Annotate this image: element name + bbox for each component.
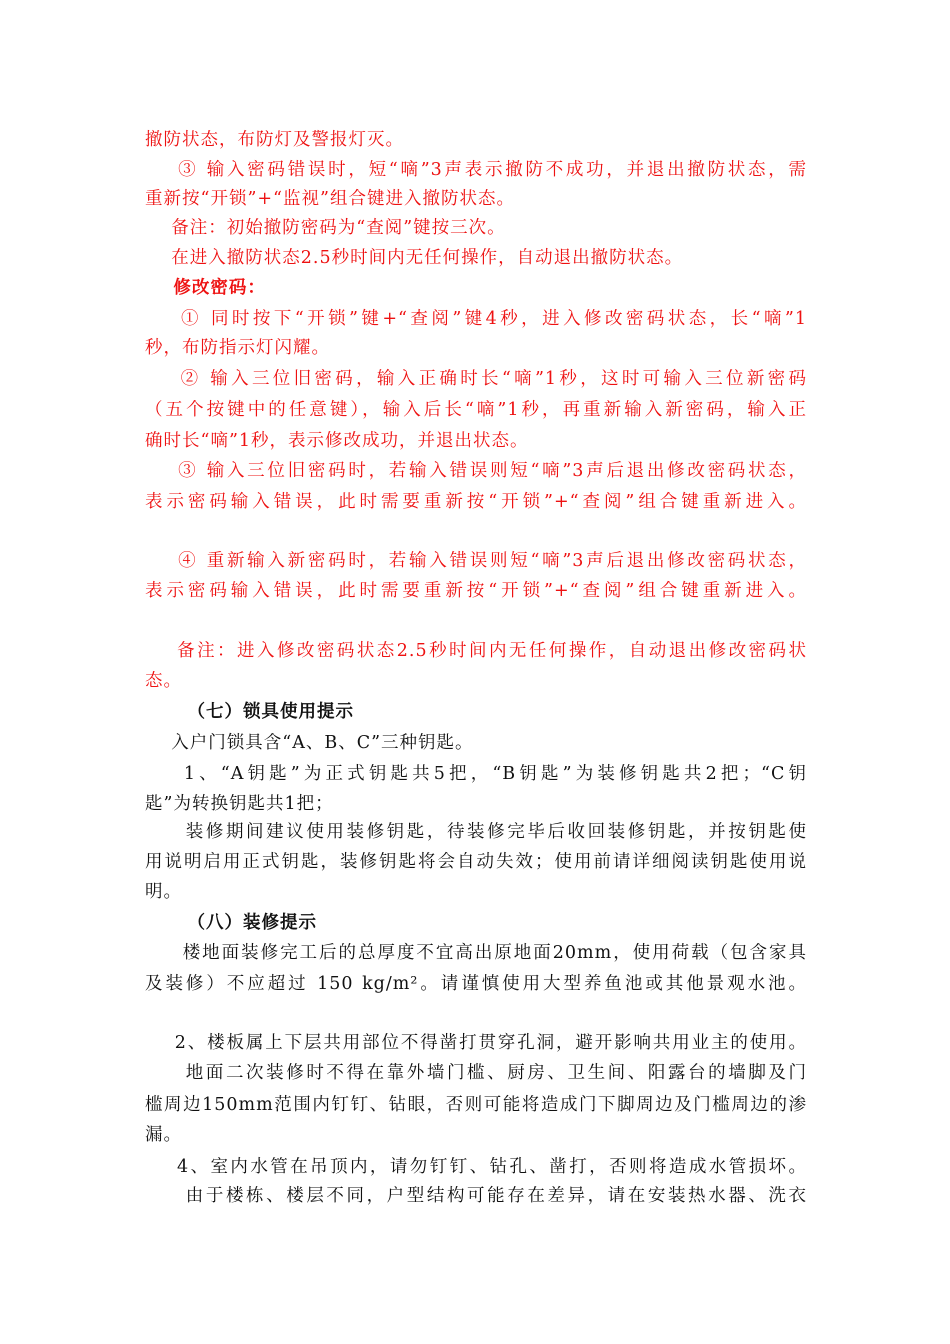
section-heading: 修改密码：: [145, 278, 266, 298]
text-line: 由于楼栋、楼层不同，户型结构可能存在差异，请在安装热水器、洗衣: [145, 1186, 807, 1206]
section-heading: （七）锁具使用提示: [145, 702, 355, 722]
text-line: 表示密码输入错误，此时需要重新按“开锁”+“查阅”组合键重新进入。: [145, 581, 807, 601]
text-line: 撤防状态，布防灯及警报灯灭。: [145, 130, 404, 150]
text-line: 2、楼板属上下层共用部位不得凿打贯穿孔洞，避开影响共用业主的使用。: [145, 1033, 807, 1053]
text-line: 槛周边150mm范围内钉钉、钻眼，否则可能将造成门下脚周边及门槛周边的渗: [145, 1095, 807, 1115]
text-line: 秒，布防指示灯闪耀。: [145, 338, 330, 358]
text-line: 备注：进入修改密码状态2.5秒时间内无任何操作，自动退出修改密码状: [145, 641, 807, 661]
text-line: 楼地面装修完工后的总厚度不宜高出原地面20mm，使用荷载（包含家具: [145, 943, 807, 963]
text-line: 态。: [145, 671, 182, 691]
text-line: 明。: [145, 882, 182, 902]
text-line: ② 输入三位旧密码，输入正确时长“嘀”1秒，这时可输入三位新密码: [145, 369, 807, 389]
text-line: 确时长“嘀”1秒，表示修改成功，并退出状态。: [145, 431, 529, 451]
text-line: 1、“A钥匙”为正式钥匙共5把，“B钥匙”为装修钥匙共2把；“C钥: [145, 764, 807, 784]
text-line: 漏。: [145, 1125, 182, 1145]
text-line: 入户门锁具含“A、B、C”三种钥匙。: [145, 733, 474, 753]
text-line: ③ 输入密码错误时，短“嘀”3声表示撤防不成功，并退出撤防状态，需: [145, 160, 807, 180]
text-line: 4、室内水管在吊顶内，请勿钉钉、钻孔、凿打，否则将造成水管损坏。: [145, 1157, 807, 1177]
text-line: 用说明启用正式钥匙，装修钥匙将会自动失效；使用前请详细阅读钥匙使用说: [145, 852, 807, 872]
text-line: ③ 输入三位旧密码时，若输入错误则短“嘀”3声后退出修改密码状态，: [145, 461, 807, 481]
text-line: （五个按键中的任意键），输入后长“嘀”1秒，再重新输入新密码，输入正: [145, 400, 807, 420]
section-heading: （八）装修提示: [145, 913, 318, 933]
text-line: 地面二次装修时不得在靠外墙门槛、厨房、卫生间、阳露台的墙脚及门: [145, 1063, 807, 1083]
text-line: 及装修）不应超过 150 kg/m²。请谨慎使用大型养鱼池或其他景观水池。: [145, 974, 807, 994]
text-line: 在进入撤防状态2.5秒时间内无任何操作，自动退出撤防状态。: [145, 248, 684, 268]
text-line: ④ 重新输入新密码时，若输入错误则短“嘀”3声后退出修改密码状态，: [145, 551, 807, 571]
text-line: 匙”为转换钥匙共1把；: [145, 794, 334, 814]
text-line: 备注：初始撤防密码为“查阅”键按三次。: [145, 218, 506, 238]
text-line: 重新按“开锁”+“监视”组合键进入撤防状态。: [145, 189, 515, 209]
text-line: 表示密码输入错误，此时需要重新按“开锁”+“查阅”组合键重新进入。: [145, 492, 807, 512]
text-line: ① 同时按下“开锁”键+“查阅”键4秒，进入修改密码状态，长“嘀”1: [145, 309, 807, 329]
text-line: 装修期间建议使用装修钥匙，待装修完毕后收回装修钥匙，并按钥匙使: [145, 822, 807, 842]
